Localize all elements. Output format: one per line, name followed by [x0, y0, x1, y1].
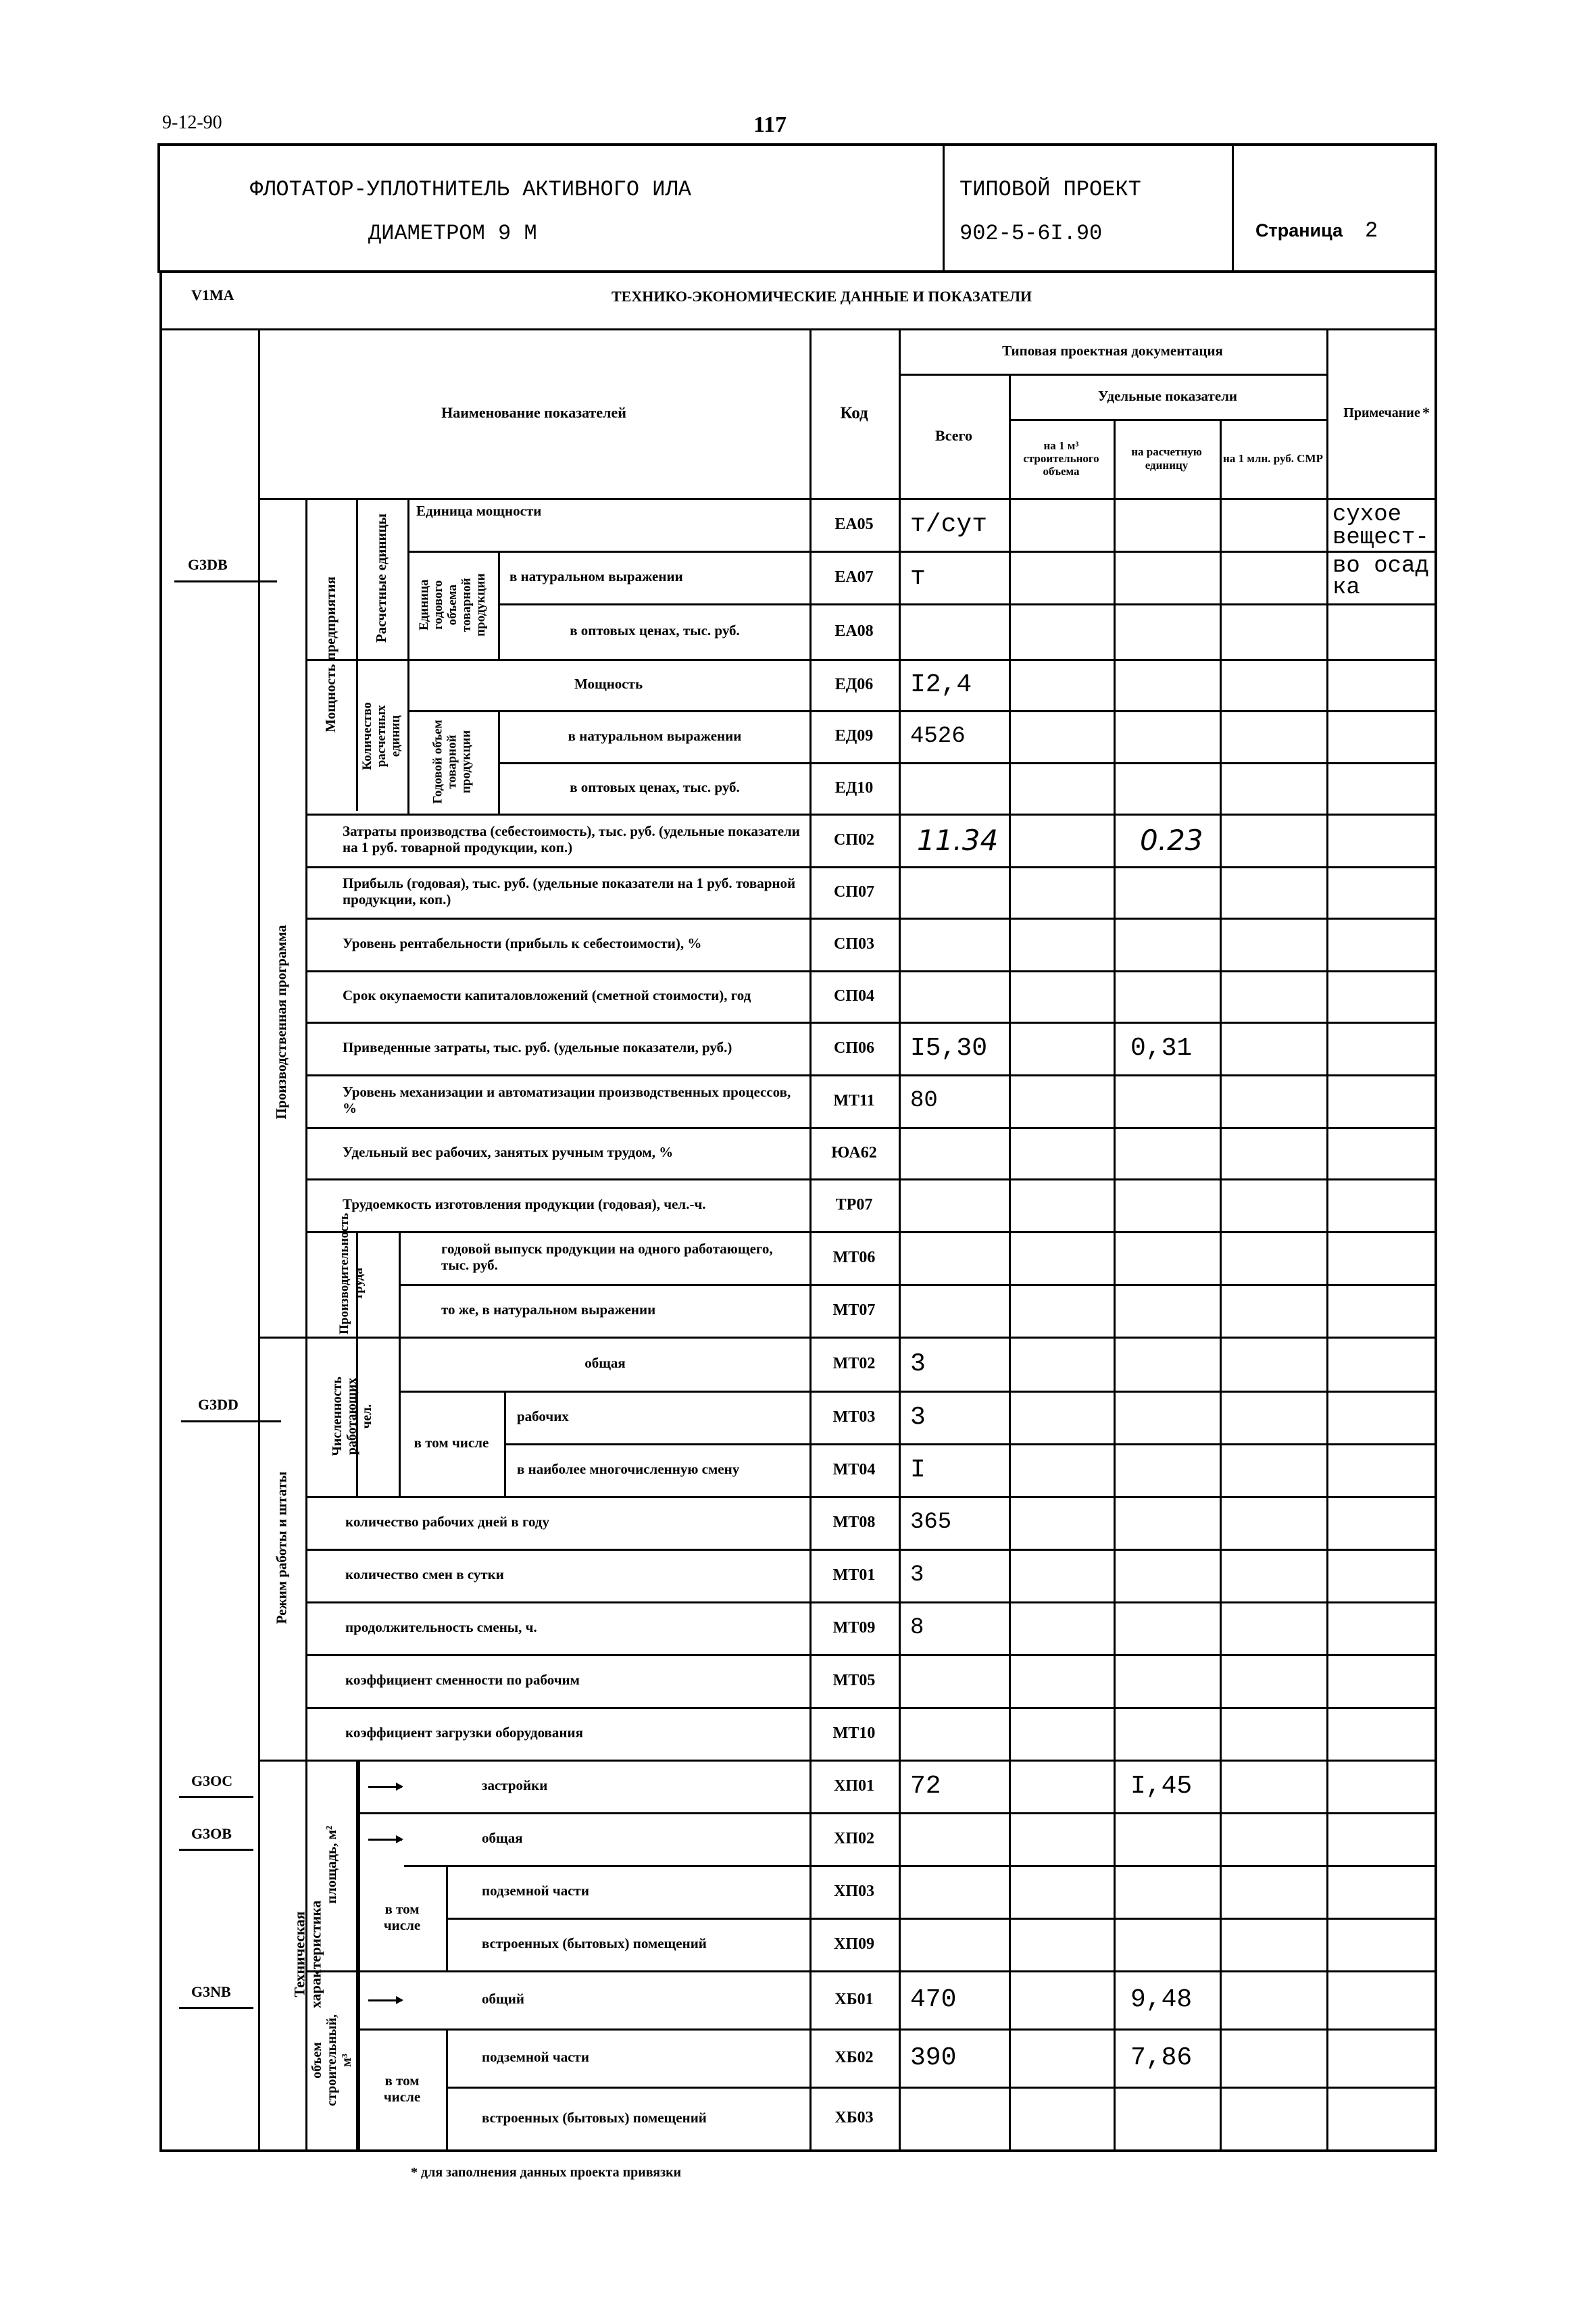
value-sp02-per-unit: 0.23: [1140, 823, 1203, 857]
arrow-icon: [368, 1999, 402, 2001]
value-mt11-total: 80: [910, 1088, 938, 1114]
code-mt11: МТ11: [833, 1091, 875, 1110]
sheet-label: Страница: [1255, 220, 1343, 241]
row-label-hp02: общая: [482, 1830, 523, 1847]
value-sp06-per-unit: 0,31: [1130, 1033, 1193, 1063]
row-label-ea05: Единица мощности: [416, 503, 542, 519]
code-sp06: СП06: [834, 1039, 874, 1057]
note-ea05: сухое вещест-: [1332, 502, 1429, 551]
value-mt02-total: 3: [910, 1349, 926, 1378]
code-mt10: МТ10: [832, 1724, 876, 1742]
incl-label-area: в том числе: [383, 1901, 421, 1933]
group-calc-units: Расчетные единицы: [373, 514, 390, 643]
code-sp02: СП02: [834, 830, 874, 849]
value-mt09-total: 8: [910, 1615, 924, 1641]
code-mt01: МТ01: [832, 1566, 876, 1584]
doc-title-line2: ДИАМЕТРОМ 9 М: [368, 221, 537, 246]
code-mt04: МТ04: [832, 1460, 876, 1478]
value-ed06-total: I2,4: [910, 670, 972, 699]
code-ed06: ЕД06: [834, 675, 874, 693]
row-label-ed06: Мощность: [574, 676, 643, 693]
col-header-per-mln: на 1 млн. руб. СМР: [1223, 451, 1323, 465]
code-mt07: МТ07: [832, 1301, 876, 1319]
note-ea07: во осад ка: [1332, 553, 1429, 601]
sheet-number: 2: [1365, 218, 1378, 243]
code-hb03: ХБ03: [834, 2109, 874, 2127]
code-mt02: МТ02: [832, 1354, 876, 1372]
col-header-per-m3: на 1 м³ строительного объема: [1023, 439, 1099, 478]
code-ea07: ЕА07: [834, 568, 874, 586]
value-mt01-total: 3: [910, 1562, 924, 1588]
row-label-mt09: продолжительность смены, ч.: [345, 1619, 537, 1636]
value-hp01-per-unit: I,45: [1130, 1771, 1193, 1801]
group-unit-annual: Единица годового объема товарной продукции: [416, 573, 488, 637]
col-header-typical-docs: Типовая проектная документация: [1002, 342, 1223, 359]
col-header-code: Код: [840, 403, 868, 422]
row-label-mt02: общая: [584, 1355, 626, 1372]
project-label: ТИПОВОЙ ПРОЕКТ: [959, 177, 1141, 202]
code-mt09: МТ09: [832, 1618, 876, 1637]
project-number: 902-5-6I.90: [959, 221, 1103, 246]
group-annual-volume: Годовой объем товарной продукции: [430, 720, 474, 804]
row-label-ea08: в оптовых ценах, тыс. руб.: [570, 622, 740, 639]
side-code-g3ob: G3OB: [191, 1825, 232, 1842]
row-label-mt01: количество смен в сутки: [345, 1566, 504, 1583]
doc-number: 9-12-90: [162, 112, 222, 133]
code-hb01: ХБ01: [834, 1990, 874, 2008]
title-block: [157, 143, 1437, 273]
group-work-mode: Режим работы и штаты: [273, 1472, 290, 1624]
row-label-tr07: Трудоемкость изготовления продукции (годовая), чел.-ч.: [343, 1196, 706, 1213]
code-mt03: МТ03: [832, 1408, 876, 1426]
value-mt08-total: 365: [910, 1510, 952, 1535]
row-label-mt05: коэффициент сменности по рабочим: [345, 1672, 580, 1689]
value-hb01-per-unit: 9,48: [1130, 1985, 1193, 2014]
page-number: 117: [753, 112, 787, 137]
code-tr07: ТР07: [835, 1195, 873, 1214]
group-area: площадь, м²: [323, 1826, 340, 1904]
value-hb02-per-unit: 7,86: [1130, 2043, 1193, 2072]
row-label-sp02: Затраты производства (себестоимость), тыс. руб. (удельные показатели на 1 руб. товарной продукции, коп.): [343, 823, 800, 855]
row-label-hp03: подземной части: [482, 1883, 589, 1899]
row-label-hb02: подземной части: [482, 2049, 589, 2066]
row-label-hp01: застройки: [482, 1777, 548, 1794]
code-ed10: ЕД10: [834, 778, 874, 797]
value-hb02-total: 390: [910, 2043, 957, 2072]
value-mt03-total: 3: [910, 1402, 926, 1432]
row-label-mt03: рабочих: [517, 1408, 569, 1425]
group-production-program: Производственная программа: [273, 925, 290, 1120]
col-header-per-unit: на расчетную единицу: [1131, 445, 1202, 472]
value-hb01-total: 470: [910, 1985, 957, 2014]
col-header-name: Наименование показателей: [441, 404, 626, 422]
footnote: * для заполнения данных проекта привязки: [411, 2165, 682, 2180]
code-ea08: ЕА08: [834, 622, 874, 640]
code-hb02: ХБ02: [834, 2048, 874, 2066]
group-headcount: Численность работающих чел.: [330, 1376, 374, 1456]
arrow-icon: [368, 1786, 402, 1788]
incl-label-volume: в том числе: [383, 2072, 421, 2105]
group-capacity: Мощность предприятия: [322, 576, 339, 732]
group-labor-productivity: Производительность труда: [337, 1213, 366, 1335]
value-mt04-total: I: [910, 1455, 926, 1485]
row-label-ua62: Удельный вес рабочих, занятых ручным трудом, %: [343, 1144, 674, 1161]
group-volume: объем строительный, м³: [309, 2014, 354, 2106]
row-label-ed09: в натуральном выражении: [568, 727, 742, 744]
group-qty-units: Количество расчетных единиц: [359, 702, 403, 770]
value-sp02-total: 11.34: [917, 823, 999, 857]
value-ea05-total: т/сут: [910, 509, 988, 539]
row-label-sp03: Уровень рентабельности (прибыль к себестоимости), %: [343, 935, 702, 952]
row-label-mt10: коэффициент загрузки оборудования: [345, 1724, 583, 1741]
row-label-hb03: встроенных (бытовых) помещений: [482, 2109, 707, 2126]
arrow-icon: [368, 1839, 402, 1841]
row-label-ea07: в натуральном выражении: [509, 568, 683, 585]
col-header-note: Примечание: [1343, 405, 1420, 421]
side-code-g3oc: G3OC: [191, 1772, 233, 1789]
code-ea05: ЕА05: [834, 515, 874, 533]
section-code: V1MA: [191, 287, 234, 303]
value-ea07-total: т: [910, 562, 926, 592]
col-header-specific: Удельные показатели: [1097, 387, 1238, 404]
code-mt06: МТ06: [832, 1248, 876, 1266]
code-ua62: ЮА62: [831, 1143, 877, 1162]
value-ed09-total: 4526: [910, 723, 966, 749]
value-hp01-total: 72: [910, 1771, 941, 1801]
group-tech-characteristics: Техническая характеристика: [291, 1900, 324, 2009]
row-label-hp09: встроенных (бытовых) помещений: [482, 1935, 707, 1952]
code-hp09: ХП09: [834, 1935, 874, 1953]
row-label-hb01: общий: [482, 1991, 524, 2008]
code-sp07: СП07: [834, 882, 874, 901]
code-sp03: СП03: [834, 935, 874, 953]
row-label-mt06: годовой выпуск продукции на одного работающего, тыс. руб.: [441, 1241, 773, 1273]
row-label-sp06: Приведенные затраты, тыс. руб. (удельные показатели, руб.): [343, 1039, 732, 1056]
code-hp01: ХП01: [834, 1776, 874, 1795]
row-label-sp04: Срок окупаемости капиталовложений (сметной стоимости), год: [343, 987, 751, 1004]
code-ed09: ЕД09: [834, 727, 874, 745]
code-mt08: МТ08: [832, 1513, 876, 1531]
side-code-g3db: G3DB: [188, 556, 228, 573]
side-code-g3nb: G3NB: [191, 1983, 231, 2000]
row-label-sp07: Прибыль (годовая), тыс. руб. (удельные показатели на 1 руб. товарной продукции, коп.): [343, 875, 796, 907]
code-mt05: МТ05: [832, 1671, 876, 1689]
col-header-total: Всего: [935, 426, 972, 444]
section-title: ТЕХНИКО-ЭКОНОМИЧЕСКИЕ ДАННЫЕ И ПОКАЗАТЕЛИ: [612, 288, 1032, 305]
side-code-g3dd: G3DD: [198, 1396, 239, 1413]
row-label-mt04: в наиболее многочисленную смену: [517, 1461, 740, 1478]
code-hp02: ХП02: [834, 1829, 874, 1847]
row-label-ed10: в оптовых ценах, тыс. руб.: [570, 779, 740, 796]
code-hp03: ХП03: [834, 1882, 874, 1900]
row-label-mt11: Уровень механизации и автоматизации производственных процессов, %: [343, 1084, 791, 1116]
note-asterisk: *: [1422, 404, 1430, 421]
doc-title-line1: ФЛОТАТОР-УПЛОТНИТЕЛЬ АКТИВНОГО ИЛА: [250, 177, 691, 202]
code-sp04: СП04: [834, 987, 874, 1005]
value-sp06-total: I5,30: [910, 1033, 988, 1063]
incl-label-headcount: в том числе: [414, 1435, 489, 1451]
row-label-mt08: количество рабочих дней в году: [345, 1514, 549, 1530]
row-label-mt07: то же, в натуральном выражении: [441, 1301, 656, 1318]
